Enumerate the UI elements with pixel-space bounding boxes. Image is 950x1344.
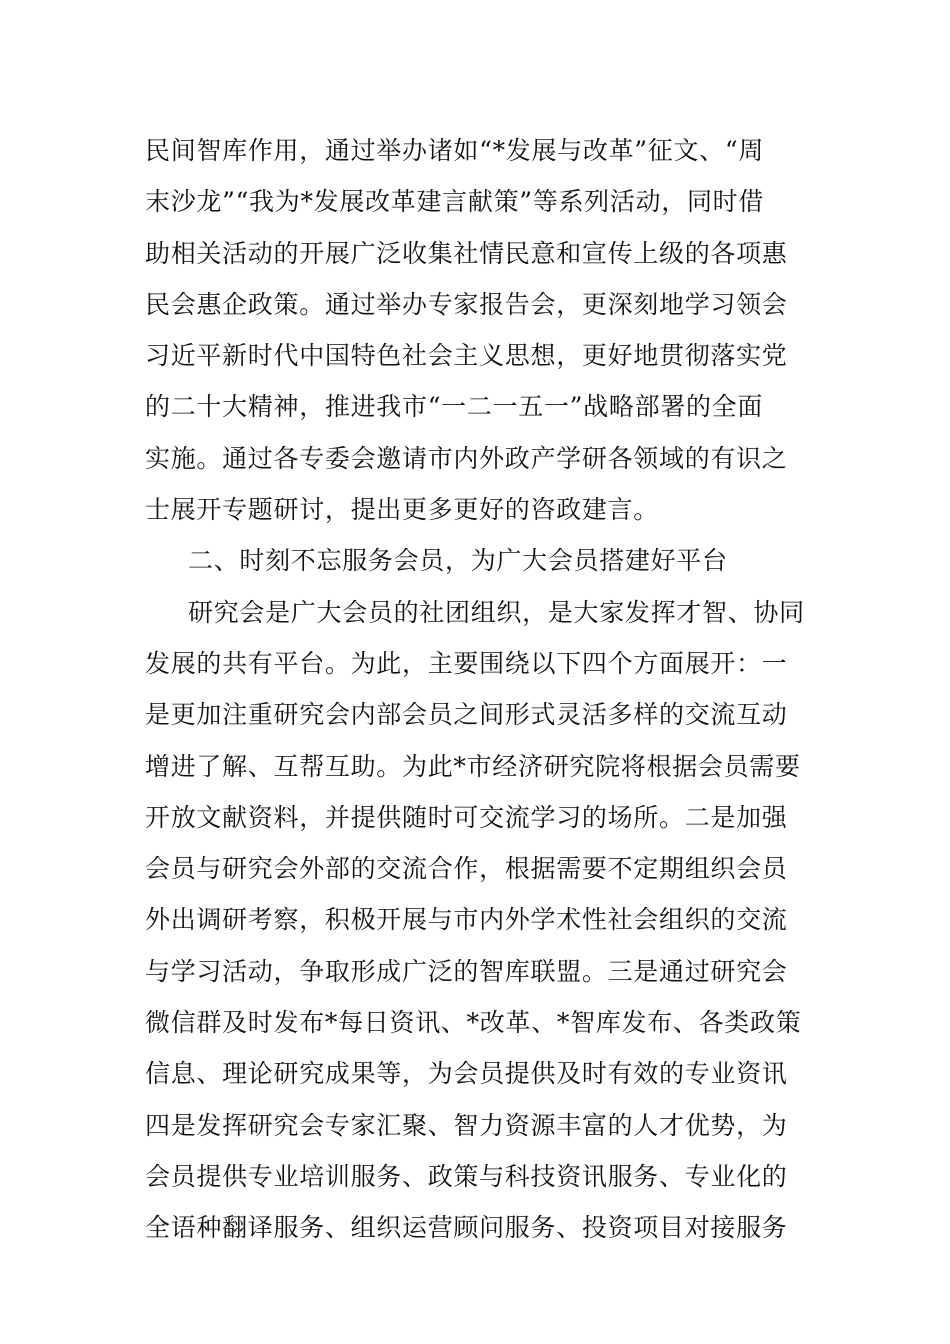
paragraph-line: 四是发挥研究会专家汇聚、智力资源丰富的人才优势，为 — [145, 1110, 788, 1140]
paragraph-line: 增进了解、互帮互助。为此*市经济研究院将根据会员需要 — [145, 751, 801, 781]
paragraph-line: 习近平新时代中国特色社会主义思想，更好地贯彻落实党 — [145, 341, 788, 371]
paragraph-line: 全语种翻译服务、组织运营顾问服务、投资项目对接服务 — [145, 1213, 788, 1243]
paragraph-line: 的二十大精神，推进我市“一二一五一”战略部署的全面 — [145, 392, 764, 422]
paragraph-line: 会员提供专业培训服务、政策与科技资讯服务、专业化的 — [145, 1161, 788, 1191]
paragraph-line: 会员与研究会外部的交流合作，根据需要不定期组织会员 — [145, 854, 788, 884]
paragraph-line: 研究会是广大会员的社团组织，是大家发挥才智、协同 — [188, 597, 805, 627]
paragraph-line: 实施。通过各专委会邀请市内外政产学研各领域的有识之 — [145, 443, 788, 473]
document-body — [145, 125, 810, 1254]
paragraph-line: 是更加注重研究会内部会员之间形式灵活多样的交流互动 — [145, 700, 788, 730]
paragraph-line: 士展开专题研讨，提出更多更好的咨政建言。 — [145, 495, 660, 525]
paragraph-line: 信息、理论研究成果等，为会员提供及时有效的专业资讯 — [145, 1059, 788, 1089]
paragraph-line: 开放文献资料，并提供随时可交流学习的场所。二是加强 — [145, 802, 788, 832]
paragraph-line: 民间智库作用，通过举办诸如“*发展与改革”征文、“周 — [145, 136, 765, 165]
paragraph-line: 助相关活动的开展广泛收集社情民意和宣传上级的各项惠 — [145, 238, 788, 268]
paragraph-line: 外出调研考察，积极开展与市内外学术性社会组织的交流 — [145, 905, 788, 935]
paragraph-line: 末沙龙”“我为*发展改革建言献策”等系列活动，同时借 — [145, 187, 765, 217]
section-heading: 二、时刻不忘服务会员，为广大会员搭建好平台 — [188, 546, 728, 576]
paragraph-line: 微信群及时发布*每日资讯、*改革、*智库发布、各类政策 — [145, 1008, 802, 1038]
paragraph-line: 与学习活动，争取形成广泛的智库联盟。三是通过研究会 — [145, 956, 788, 986]
paragraph-line: 发展的共有平台。为此，主要围绕以下四个方面展开：一 — [145, 648, 788, 678]
paragraph-line: 民会惠企政策。通过举办专家报告会，更深刻地学习领会 — [145, 289, 788, 319]
